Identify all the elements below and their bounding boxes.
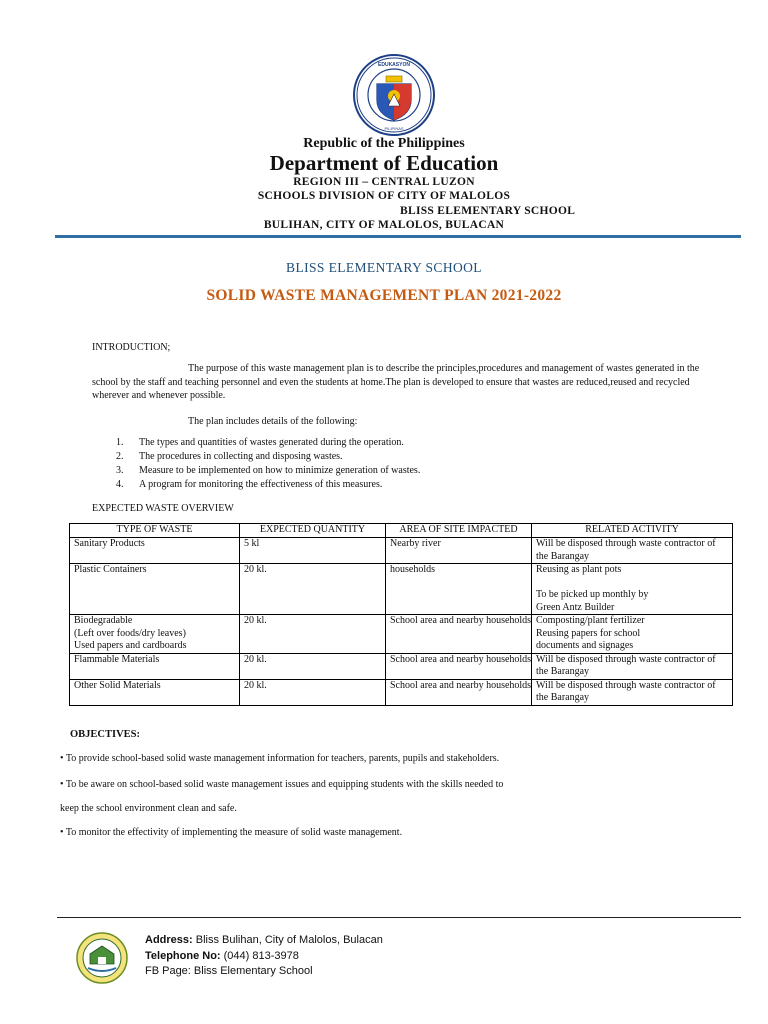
header-department: Department of Education bbox=[269, 151, 499, 175]
list-number: 3. bbox=[116, 465, 124, 476]
table-row bbox=[70, 679, 733, 705]
list-item bbox=[116, 450, 676, 464]
column-header: AREA OF SITE IMPACTED bbox=[386, 524, 532, 538]
cell-quantity: 20 kl. bbox=[240, 564, 386, 615]
cell-area: School area and nearby households bbox=[386, 653, 532, 679]
table-header-row bbox=[70, 524, 733, 538]
cell-quantity: 20 kl. bbox=[240, 653, 386, 679]
list-text: Measure to be implemented on how to minimize generation of wastes. bbox=[139, 465, 421, 476]
header-republic: Republic of the Philippines bbox=[303, 136, 465, 151]
school-title: BLISS ELEMENTARY SCHOOL bbox=[286, 260, 482, 275]
header-address: BULIHAN, CITY OF MALOLOS, BULACAN bbox=[263, 219, 505, 231]
cell-quantity: 20 kl. bbox=[240, 679, 386, 705]
objective-item: • To monitor the effectivity of implementing the measure of solid waste management. bbox=[60, 827, 403, 838]
waste-overview-table bbox=[69, 523, 733, 706]
svg-text:PILIPINAS: PILIPINAS bbox=[384, 126, 404, 131]
table-row bbox=[70, 564, 733, 615]
cell-type: Other Solid Materials bbox=[70, 679, 240, 705]
intro-paragraph-text: The purpose of this waste management plan is to describe the principles,procedures and management of wastes generated in the school by the staff and teaching personnel and even the students at home.The plan is developed to ensure that wastes are reduced,reused and recycled wherever and whenever possible. bbox=[92, 363, 700, 401]
cell-activity: Composting/plant fertilizer Reusing papers for school documents and signages bbox=[532, 615, 733, 654]
footer-address-label: Address: bbox=[145, 934, 193, 946]
footer-address-value: Bliss Bulihan, City of Malolos, Bulacan bbox=[192, 934, 383, 946]
header-division: SCHOOLS DIVISION OF CITY OF MALOLOS bbox=[257, 190, 511, 202]
footer-phone-label: Telephone No: bbox=[145, 949, 221, 962]
cell-type: Sanitary Products bbox=[70, 538, 240, 564]
column-header: TYPE OF WASTE bbox=[70, 524, 240, 538]
column-header: EXPECTED QUANTITY bbox=[240, 524, 386, 538]
list-item bbox=[116, 436, 676, 450]
cell-activity: Will be disposed through waste contractor of the Barangay bbox=[532, 538, 733, 564]
objective-item: • To provide school-based solid waste management information for teachers, parents, pupils and stakeholders. bbox=[60, 753, 500, 764]
footer-address bbox=[145, 933, 383, 949]
list-text: The procedures in collecting and disposing wastes. bbox=[139, 451, 343, 462]
header-school: BLISS ELEMENTARY SCHOOL bbox=[400, 205, 576, 217]
cell-type: Biodegradable (Left over foods/dry leaves) Used papers and cardboards bbox=[70, 615, 240, 654]
objective-item: • To be aware on school-based solid waste management issues and equipping students with the skills needed to bbox=[60, 779, 504, 790]
header-region: REGION III – CENTRAL LUZON bbox=[293, 176, 475, 188]
cell-quantity: 20 kl. bbox=[240, 615, 386, 654]
cell-area: School area and nearby households bbox=[386, 679, 532, 705]
objective-item-continued: keep the school environment clean and safe. bbox=[60, 803, 237, 814]
includes-list bbox=[116, 436, 676, 492]
intro-label: INTRODUCTION; bbox=[92, 342, 171, 353]
objectives-heading: OBJECTIVES: bbox=[70, 729, 141, 740]
header-divider bbox=[55, 235, 741, 238]
list-number: 2. bbox=[116, 451, 124, 462]
school-logo-icon bbox=[76, 932, 128, 984]
list-item bbox=[116, 464, 676, 478]
cell-quantity: 5 kl bbox=[240, 538, 386, 564]
table-row bbox=[70, 653, 733, 679]
list-text: A program for monitoring the effectiveness of this measures. bbox=[139, 479, 383, 490]
cell-type: Flammable Materials bbox=[70, 653, 240, 679]
intro-includes: The plan includes details of the following: bbox=[188, 416, 358, 427]
footer-phone bbox=[145, 949, 383, 965]
table-row bbox=[70, 615, 733, 654]
list-number: 1. bbox=[116, 437, 124, 448]
cell-area: Nearby river bbox=[386, 538, 532, 564]
footer-fb-page: FB Page: Bliss Elementary School bbox=[145, 965, 313, 977]
list-item bbox=[116, 478, 676, 492]
cell-activity: Will be disposed through waste contractor of the Barangay bbox=[532, 653, 733, 679]
cell-activity: Reusing as plant pots To be picked up monthly by Green Antz Builder bbox=[532, 564, 733, 615]
footer-divider bbox=[57, 917, 741, 918]
cell-area: households bbox=[386, 564, 532, 615]
table-row bbox=[70, 538, 733, 564]
list-number: 4. bbox=[116, 479, 124, 490]
footer-contact bbox=[145, 933, 383, 980]
intro-paragraph bbox=[92, 362, 702, 403]
list-text: The types and quantities of wastes generated during the operation. bbox=[139, 437, 404, 448]
column-header: RELATED ACTIVITY bbox=[532, 524, 733, 538]
svg-text:EDUKASYON: EDUKASYON bbox=[378, 62, 410, 68]
cell-activity: Will be disposed through waste contractor of the Barangay bbox=[532, 679, 733, 705]
cell-area: School area and nearby households bbox=[386, 615, 532, 654]
plan-title: SOLID WASTE MANAGEMENT PLAN 2021-2022 bbox=[206, 287, 562, 304]
deped-seal-icon bbox=[353, 54, 435, 136]
footer-phone-value: (044) 813-3978 bbox=[220, 949, 299, 962]
waste-overview-heading: EXPECTED WASTE OVERVIEW bbox=[92, 503, 234, 514]
cell-type: Plastic Containers bbox=[70, 564, 240, 615]
